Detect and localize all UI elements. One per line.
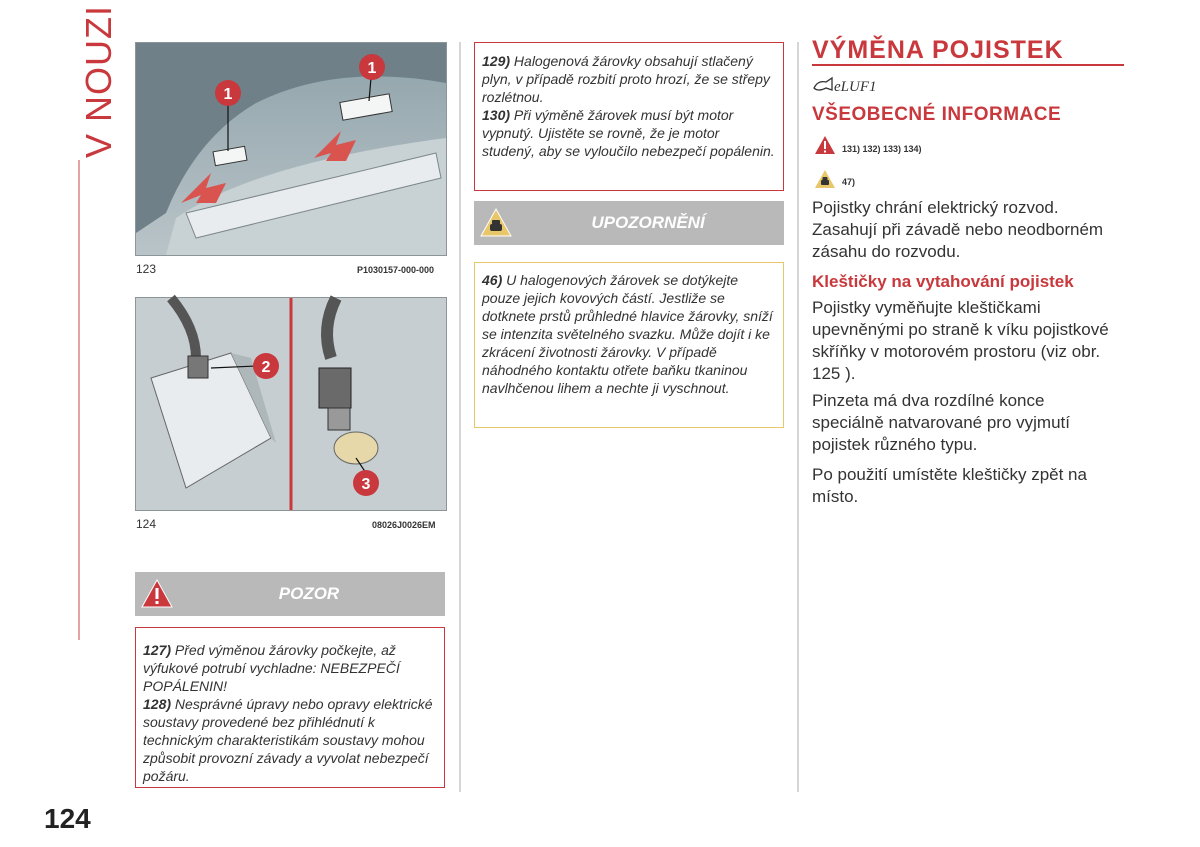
paragraph-3: Pinzeta má dva rozdílné konce speciálně natvarované pro vyjmutí pojistek různého typu. bbox=[812, 391, 1070, 454]
section-title: VÝMĚNA POJISTEK bbox=[812, 36, 1064, 64]
section-tab-label: V NOUZI bbox=[78, 4, 119, 158]
pozor-header bbox=[135, 572, 445, 616]
svg-text:1: 1 bbox=[223, 86, 233, 103]
note-46: 46) U halogenových žárovek se dotýkejte pouze jejich kovových částí. Jestliže se dotknete prstů průhledné hlavice žárovky, sníží se intenzita světelného svazku. Může dojít i ke zkrácení životnosti žárovky. V případě náhodného kontaktu otřete baňku tkaninou navlhčenou lihem a nechte ji vyschnout. bbox=[482, 272, 773, 396]
caution-references: 47) bbox=[842, 177, 856, 187]
title-rule bbox=[812, 64, 1124, 66]
warning-references: 131) 132) 133) 134) bbox=[842, 144, 922, 154]
upozorneni-label: UPOZORNĚNÍ bbox=[591, 213, 705, 232]
caution-car-icon bbox=[814, 169, 836, 189]
pozor-notes-box bbox=[135, 627, 445, 788]
warning-triangle-icon bbox=[141, 578, 173, 610]
paragraph-1: Pojistky chrání elektrický rozvod. Zasahují při závadě nebo neodborném zásahu do rozvodu. bbox=[812, 198, 1104, 261]
pozor-label: POZOR bbox=[278, 584, 340, 603]
figure-124-code: 08026J0026EM bbox=[372, 520, 436, 530]
figure-124-image bbox=[135, 297, 447, 511]
section-tab bbox=[66, 4, 119, 160]
upozorneni-notes-box bbox=[474, 262, 784, 428]
svg-text:2: 2 bbox=[261, 359, 271, 376]
svg-text:1: 1 bbox=[367, 60, 377, 77]
column-divider-1 bbox=[459, 42, 461, 792]
svg-text:eLUF1: eLUF1 bbox=[834, 79, 877, 95]
caution-car-icon bbox=[480, 207, 512, 239]
paragraph-4: Po použití umístěte kleštičky zpět na místo. bbox=[812, 465, 1087, 506]
upozorneni-header bbox=[474, 201, 784, 245]
paragraph-2: Pojistky vyměňujte kleštičkami upevněnými po straně k víku pojistkové skříňky v motorovém prostoru (viz obr. 125 ). bbox=[812, 298, 1109, 383]
subsection-title: VŠEOBECNÉ INFORMACE bbox=[812, 104, 1062, 125]
figure-123-number: 123 bbox=[136, 262, 157, 276]
section-tab-line bbox=[78, 160, 80, 640]
page-number: 124 bbox=[44, 803, 91, 834]
top-notes-box bbox=[474, 42, 784, 191]
figure-123-code: P1030157-000-000 bbox=[357, 265, 435, 275]
figure-123-image bbox=[135, 42, 447, 256]
note-128: 128) Nesprávné úpravy nebo opravy elektrické soustavy provedené bez přihlédnutí k technickým charakteristikám soustavy mohou způsobit provozní závady a vyvolat nebezpečí požáru. bbox=[143, 696, 433, 784]
warning-triangle-icon bbox=[814, 135, 836, 155]
figure-124-number: 124 bbox=[136, 517, 157, 531]
note-129: 129) Halogenová žárovky obsahují stlačený plyn, v případě rozbití proto hrozí, že se střepy rozlétnou. bbox=[482, 53, 770, 105]
note-127: 127) Před výměnou žárovky počkejte, až výfukové potrubí vychladne: NEBEZPEČÍ POPÁLENIN! bbox=[143, 642, 400, 694]
eluf-icon bbox=[812, 74, 877, 96]
column-divider-2 bbox=[797, 42, 799, 792]
note-130: 130) Při výměně žárovek musí být motor vypnutý. Ujistěte se rovně, že je motor studený, aby se vyloučilo nebezpečí popálenin. bbox=[482, 107, 775, 159]
subheading-pliers: Kleštičky na vytahování pojistek bbox=[812, 272, 1074, 291]
svg-text:3: 3 bbox=[361, 476, 371, 493]
